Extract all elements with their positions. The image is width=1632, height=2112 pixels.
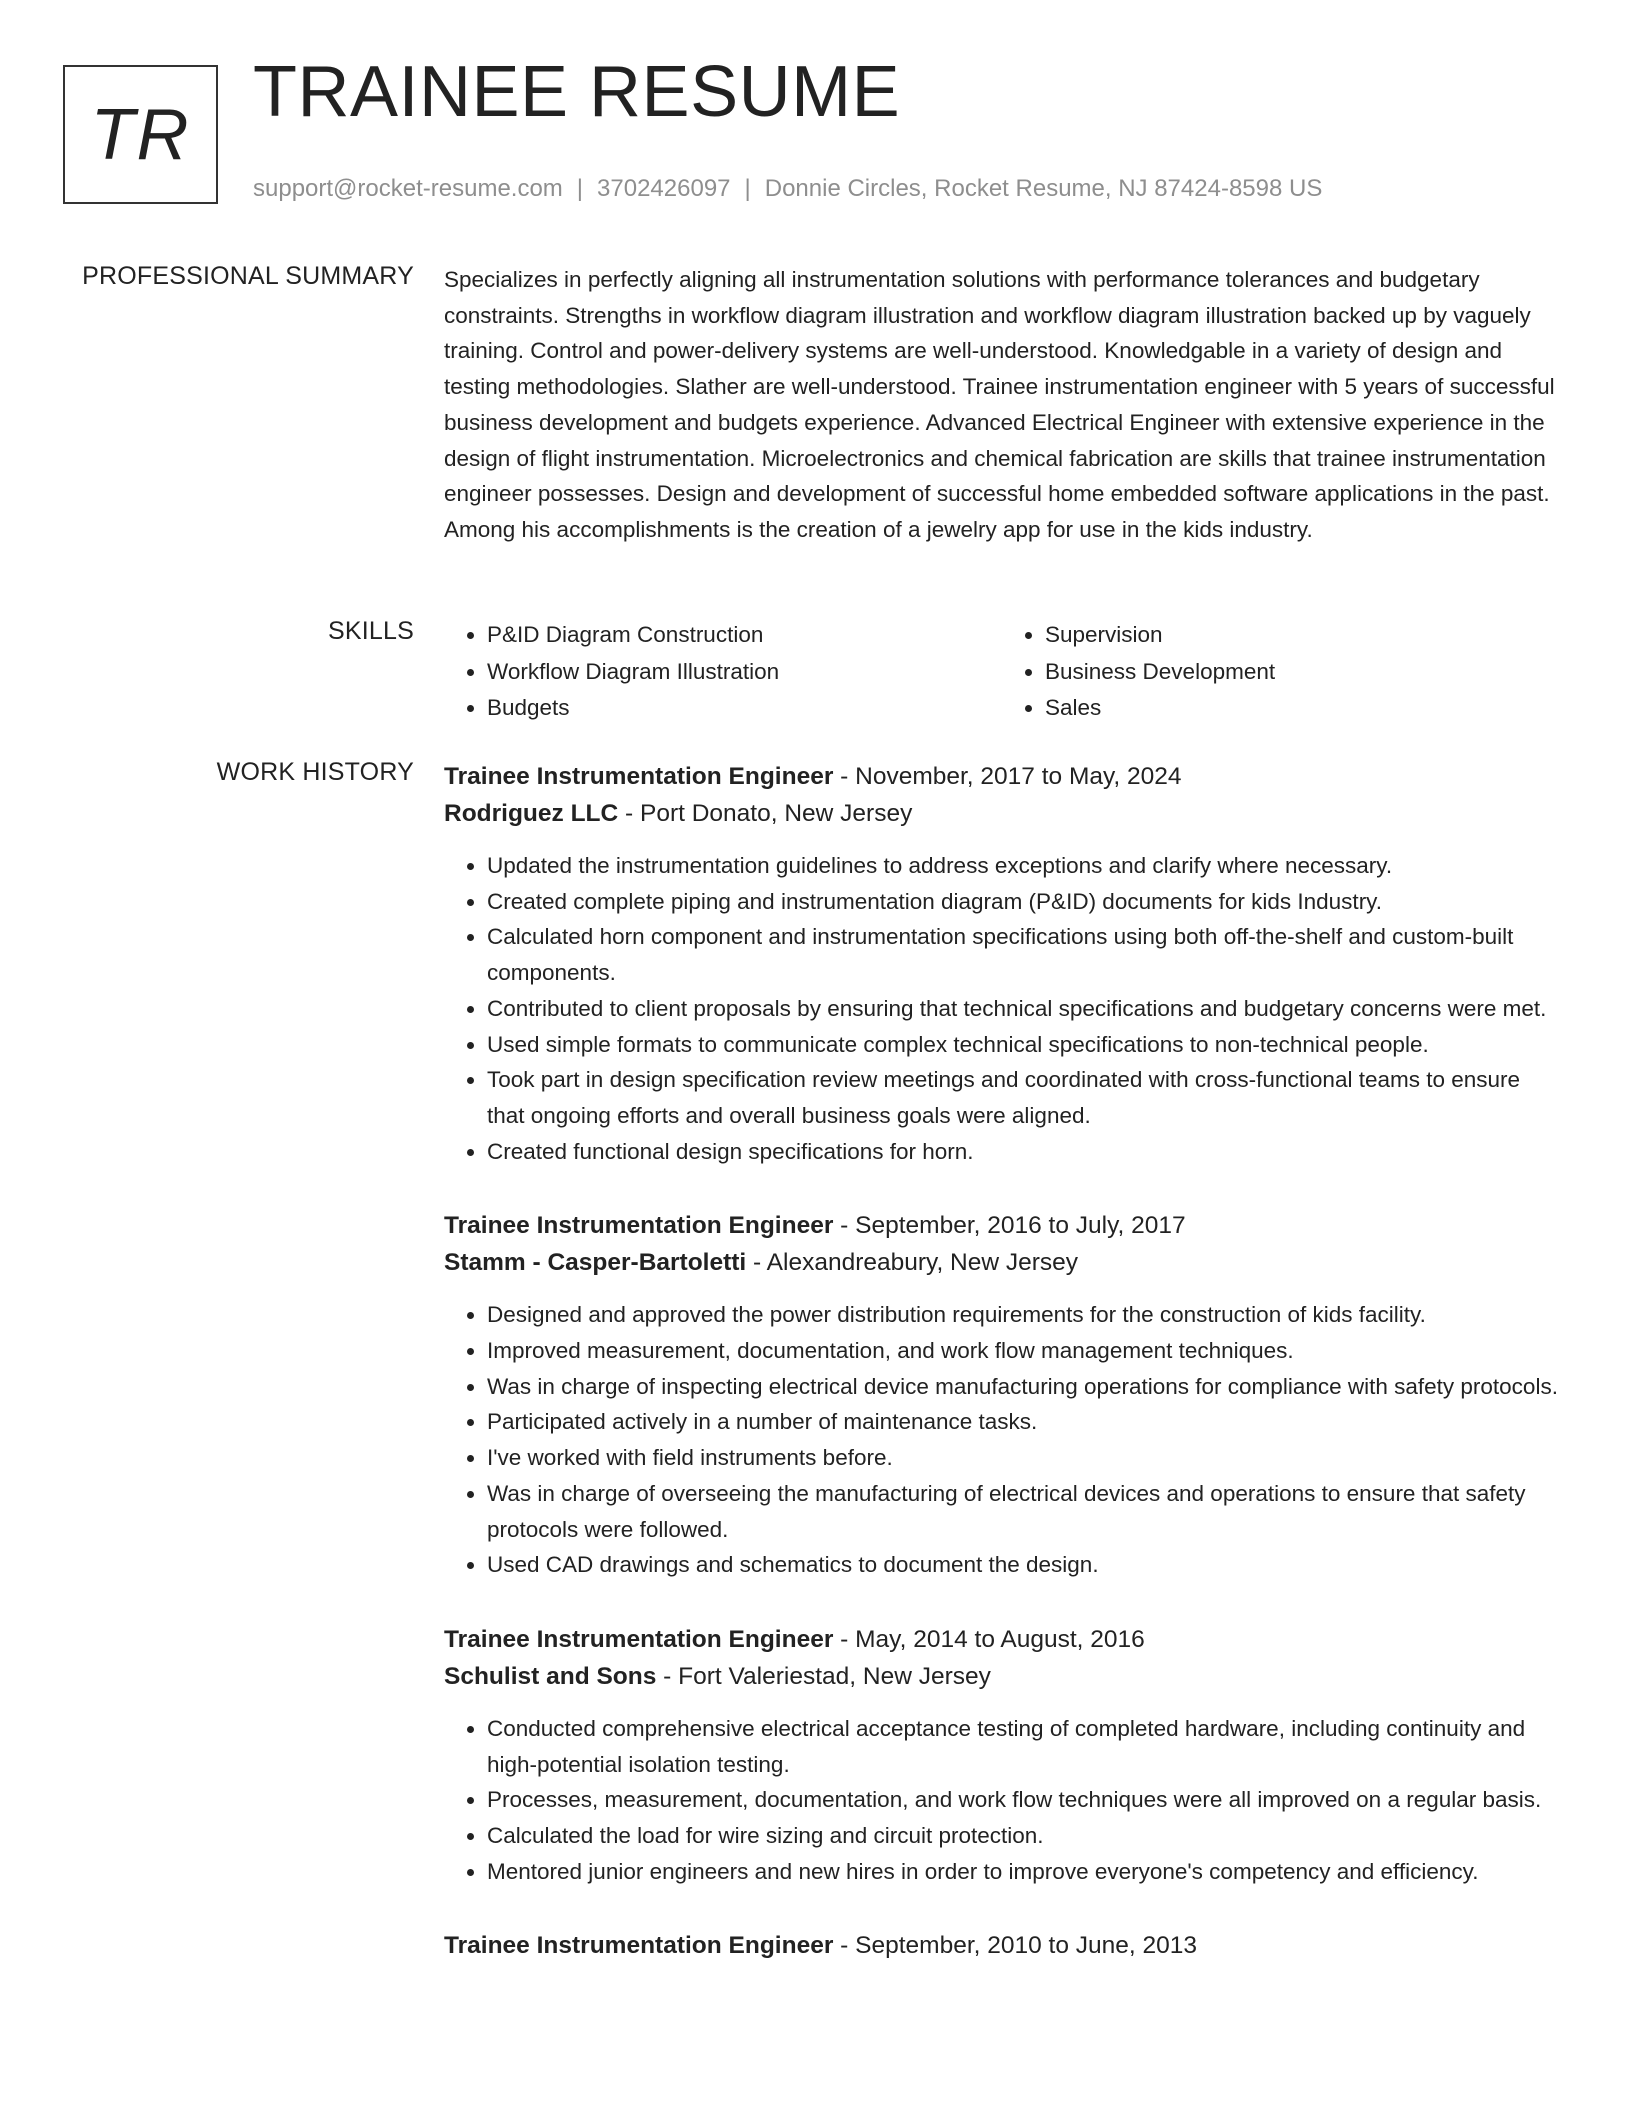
job-title-line: [444, 1621, 1560, 1658]
skill-item: • Sales: [1045, 690, 1560, 727]
job-bullet: • I've worked with field instruments before.: [487, 1440, 1560, 1476]
job-bullet: • Participated actively in a number of maintenance tasks.: [487, 1404, 1560, 1440]
job-dates: - May, 2014 to August, 2016: [833, 1625, 1145, 1653]
contact-email[interactable]: support@rocket-resume.com: [253, 175, 563, 202]
monogram-box: [63, 65, 218, 204]
skill-item: • Supervision: [1045, 617, 1560, 654]
job-dates: - September, 2010 to June, 2013: [833, 1932, 1198, 1960]
job-company-line: [444, 1658, 1560, 1695]
job-entry: [444, 758, 1560, 1169]
skills-list-left: [444, 617, 1002, 727]
job-bullet: • Was in charge of overseeing the manufacturing of electrical devices and operations to ensure that safety protocols were followed.: [487, 1476, 1560, 1547]
skills-list-right: [1002, 617, 1560, 727]
job-bullet: • Mentored junior engineers and new hires in order to improve everyone's competency and efficiency.: [487, 1854, 1560, 1890]
monogram-initials: TR: [90, 94, 191, 175]
skills-heading: SKILLS: [328, 617, 414, 645]
contact-address: Donnie Circles, Rocket Resume, NJ 87424-8598 US: [764, 175, 1323, 202]
job-title-line: [444, 1207, 1560, 1244]
job-bullet: • Calculated the load for wire sizing and circuit protection.: [487, 1818, 1560, 1854]
contact-separator: |: [744, 175, 751, 202]
job-bullet: • Used simple formats to communicate complex technical specifications to non-technical people.: [487, 1027, 1560, 1063]
work-history-heading: WORK HISTORY: [216, 758, 414, 786]
job-title: Trainee Instrumentation Engineer: [444, 1932, 834, 1960]
job-bullet: • Was in charge of inspecting electrical device manufacturing operations for compliance with safety protocols.: [487, 1369, 1560, 1405]
resume-title: TRAINEE RESUME: [253, 52, 901, 132]
job-location: - Alexandreabury, New Jersey: [746, 1249, 1079, 1277]
job-bullet: • Improved measurement, documentation, and work flow management techniques.: [487, 1333, 1560, 1369]
job-bullets: [444, 1711, 1560, 1890]
job-bullet: • Created complete piping and instrumentation diagram (P&ID) documents for kids Industry.: [487, 884, 1560, 920]
skill-item: • Business Development: [1045, 654, 1560, 691]
job-dates: - November, 2017 to May, 2024: [833, 763, 1182, 790]
job-bullet: • Updated the instrumentation guidelines to address exceptions and clarify where necessary.: [487, 848, 1560, 884]
skill-item: • Budgets: [487, 690, 1002, 727]
job-company-line: [444, 1244, 1560, 1281]
job-entry: [444, 1207, 1560, 1583]
job-dates: - September, 2016 to July, 2017: [833, 1212, 1186, 1240]
job-title-line: [444, 758, 1560, 795]
job-title-line: [444, 1927, 1560, 1964]
contact-line: [253, 175, 1322, 203]
job-entry: [444, 1621, 1560, 1890]
job-bullets: [444, 848, 1560, 1169]
job-bullet: • Calculated horn component and instrumentation specifications using both off-the-shelf and custom-built components.: [487, 919, 1560, 990]
summary-text: Specializes in perfectly aligning all instrumentation solutions with performance tolerances and budgetary constraints. Strengths in workflow diagram illustration and workflow diagram illustration backed up by vaguely training. Control and power-delivery systems are well-understood. Knowledgable in a variety of design and testing methodologies. Slather are well-understood. Trainee instrumentation engineer with 5 years of successful business development and budgets experience. Advanced Electrical Engineer with extensive experience in the design of flight instrumentation. Microelectronics and chemical fabrication are skills that trainee instrumentation engineer possesses. Design and development of successful home embedded software applications in the past. Among his accomplishments is the creation of a jewelry app for use in the kids industry.: [444, 267, 1555, 542]
job-title: Trainee Instrumentation Engineer: [444, 1212, 834, 1240]
skill-item: • Workflow Diagram Illustration: [487, 654, 1002, 691]
job-bullet: • Contributed to client proposals by ensuring that technical specifications and budgetary concerns were met.: [487, 991, 1560, 1027]
job-bullet: • Took part in design specification review meetings and coordinated with cross-functional teams to ensure that ongoing efforts and overall business goals were aligned.: [487, 1062, 1560, 1133]
job-title: Trainee Instrumentation Engineer: [444, 763, 834, 790]
job-company-line: [444, 795, 1560, 832]
job-entry: [444, 1927, 1560, 1964]
job-bullet: • Processes, measurement, documentation, and work flow techniques were all improved on a regular basis.: [487, 1782, 1560, 1818]
job-company: Rodriguez LLC: [444, 800, 619, 827]
skill-item: • P&ID Diagram Construction: [487, 617, 1002, 654]
contact-phone[interactable]: 3702426097: [597, 175, 731, 202]
job-company: Stamm - Casper-Bartoletti: [444, 1249, 747, 1277]
job-bullet: • Designed and approved the power distribution requirements for the construction of kids facility.: [487, 1297, 1560, 1333]
job-bullet: • Created functional design specifications for horn.: [487, 1134, 1560, 1170]
job-bullet: • Used CAD drawings and schematics to document the design.: [487, 1547, 1560, 1583]
job-title: Trainee Instrumentation Engineer: [444, 1625, 834, 1653]
job-location: - Fort Valeriestad, New Jersey: [656, 1662, 991, 1690]
summary-heading: PROFESSIONAL SUMMARY: [82, 262, 414, 290]
job-bullets: [444, 1297, 1560, 1583]
job-location: - Port Donato, New Jersey: [618, 800, 913, 827]
job-company: Schulist and Sons: [444, 1662, 657, 1690]
contact-separator: |: [576, 175, 584, 202]
job-bullet: • Conducted comprehensive electrical acceptance testing of completed hardware, including continuity and high-potential isolation testing.: [487, 1711, 1560, 1782]
